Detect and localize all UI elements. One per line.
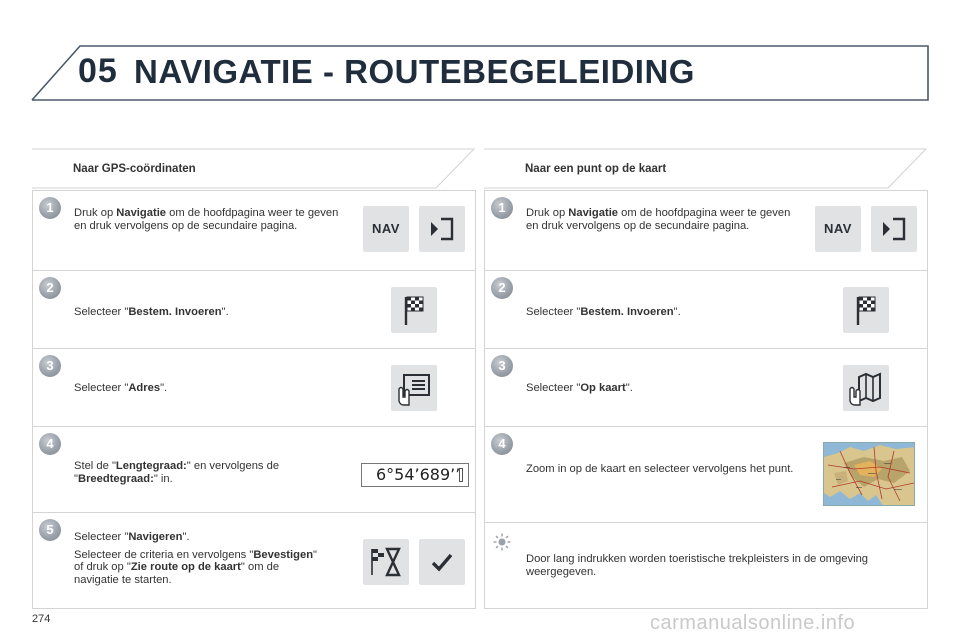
watermark: carmanualsonline.info xyxy=(650,612,856,634)
nav-button[interactable] xyxy=(815,206,861,252)
page-header xyxy=(0,0,960,110)
step-list xyxy=(484,190,928,609)
secondary-page-icon[interactable] xyxy=(871,206,917,252)
chapter-number: 05 xyxy=(78,52,118,90)
section-header xyxy=(32,148,476,190)
check-icon[interactable] xyxy=(419,539,465,585)
route-flag-icon[interactable] xyxy=(363,539,409,585)
europe-map-image[interactable] xyxy=(823,442,915,506)
checkered-flag-icon[interactable] xyxy=(843,287,889,333)
step-list xyxy=(32,190,476,609)
nav-label: NAV xyxy=(372,221,400,236)
step-text: Selecteer "Op kaart". xyxy=(526,382,633,394)
step-4 xyxy=(33,426,475,512)
step-1 xyxy=(485,190,927,270)
step-1 xyxy=(33,190,475,270)
step-number-badge: 4 xyxy=(39,433,61,455)
page-number: 274 xyxy=(32,613,51,625)
checkered-flag-icon[interactable] xyxy=(391,287,437,333)
section-title: Naar een punt op de kaart xyxy=(525,163,667,175)
step-text: Selecteer "Navigeren". Selecteer de criteria en vervolgens "Bevestigen" of druk op "Zie route op de kaart" om de navigatie te starten. xyxy=(74,531,318,586)
map-point-section xyxy=(484,148,928,609)
map-touch-icon[interactable] xyxy=(843,365,889,411)
step-5 xyxy=(33,512,475,608)
section-title: Naar GPS-coördinaten xyxy=(73,163,196,175)
step-text: Stel de "Lengtegraad:" en vervolgens de "Breedtegraad:" in. xyxy=(74,460,280,485)
step-number-badge: 1 xyxy=(39,197,61,219)
step-3 xyxy=(33,348,475,426)
step-4 xyxy=(485,426,927,522)
step-text: Zoom in op de kaart en selecteer vervolgens het punt. xyxy=(526,463,794,475)
address-card-icon[interactable] xyxy=(391,365,437,411)
step-text: Druk op Navigatie om de hoofdpagina weer te geven en druk vervolgens op de secundaire pagina. xyxy=(526,207,791,232)
nav-button[interactable] xyxy=(363,206,409,252)
step-text: Selecteer "Bestem. Invoeren". xyxy=(526,306,681,318)
step-number-badge: 2 xyxy=(39,277,61,299)
step-number-badge: 2 xyxy=(491,277,513,299)
step-text: Selecteer "Bestem. Invoeren". xyxy=(74,306,229,318)
tip-box xyxy=(485,522,927,608)
secondary-page-icon[interactable] xyxy=(419,206,465,252)
lightbulb-icon xyxy=(493,533,511,551)
page-title: NAVIGATIE - ROUTEBEGELEIDING xyxy=(134,53,695,90)
step-number-badge: 3 xyxy=(39,355,61,377)
step-text: Selecteer "Adres". xyxy=(74,382,168,394)
cursor-icon xyxy=(459,468,463,482)
step-number-badge: 3 xyxy=(491,355,513,377)
gps-coordinates-section xyxy=(32,148,476,609)
step-number-badge: 1 xyxy=(491,197,513,219)
tip-text: Door lang indrukken worden toeristische trekpleisters in de omgeving weergegeven. xyxy=(526,553,869,578)
step-number-badge: 5 xyxy=(39,519,61,541)
coordinate-input-display xyxy=(361,463,469,487)
coordinate-value: 6°54’689’’ xyxy=(376,465,461,484)
nav-label: NAV xyxy=(824,221,852,236)
section-header xyxy=(484,148,928,190)
step-2 xyxy=(485,270,927,348)
step-text: Druk op Navigatie om de hoofdpagina weer te geven en druk vervolgens op de secundaire pagina. xyxy=(74,207,339,232)
step-2 xyxy=(33,270,475,348)
step-3 xyxy=(485,348,927,426)
step-number-badge: 4 xyxy=(491,433,513,455)
